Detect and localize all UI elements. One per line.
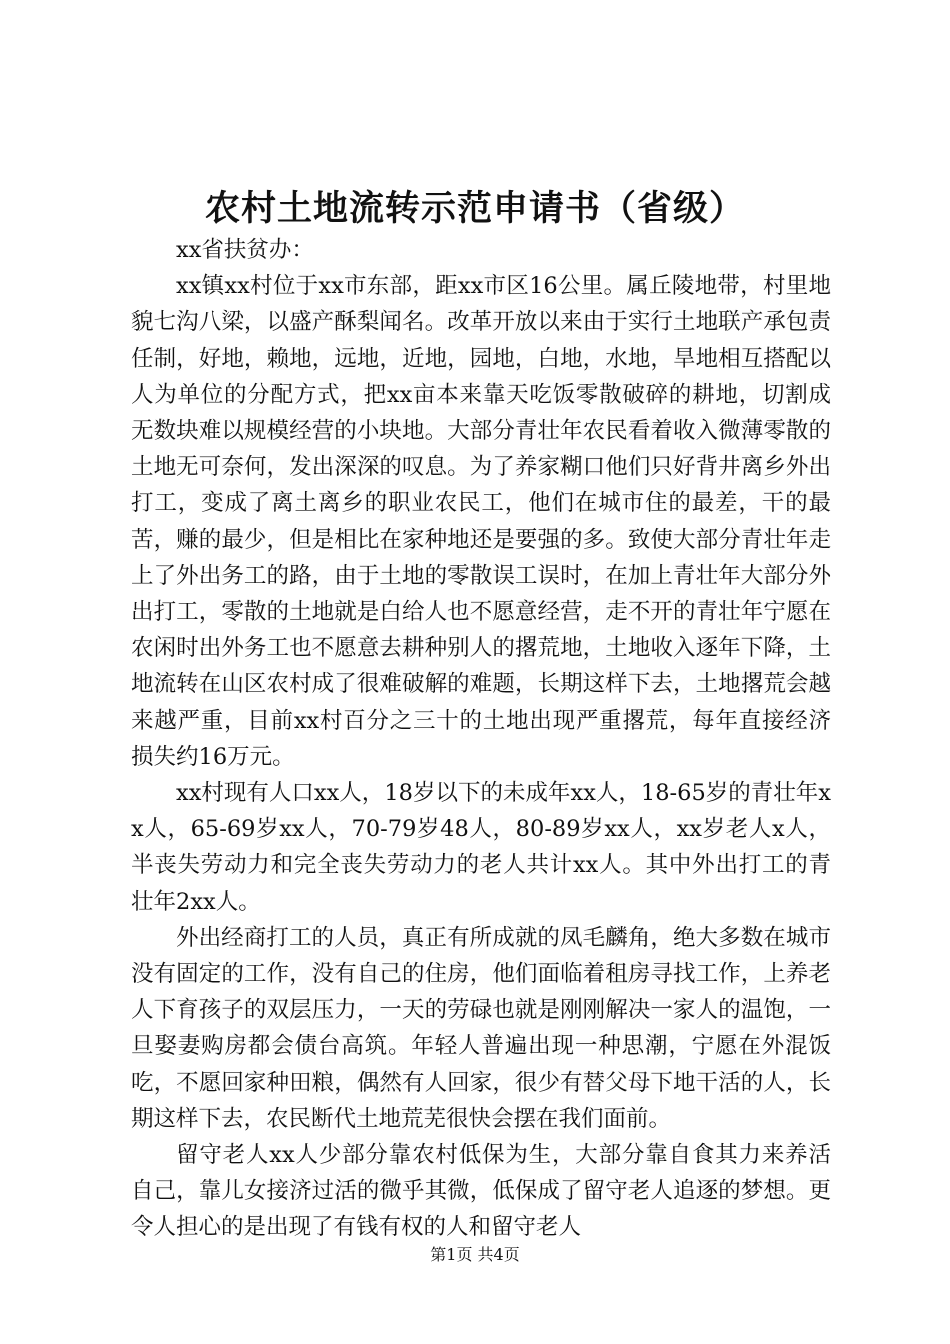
document-body (131, 232, 831, 1246)
page-number: 第1页 共4页 (430, 1245, 520, 1264)
paragraph-elderly: 留守老人xx人少部分靠农村低保为生，大部分靠自食其力来养活自己，靠儿女接济过活的微乎其微，低保成了留守老人追逐的梦想。更令人担心的是出现了有钱有权的人和留守老人 (131, 1142, 831, 1241)
paragraph-migrant-workers: 外出经商打工的人员，真正有所成就的凤毛麟角，绝大多数在城市没有固定的工作，没有自己的住房，他们面临着租房寻找工作，上养老人下育孩子的双层压力，一天的劳碌也就是刚刚解决一家人的温饱，一旦娶妻购房都会债台高筑。年轻人普遍出现一种思潮，宁愿在外混饭吃，不愿回家种田粮，偶然有人回家，很少有替父母下地干活的人，长期这样下去，农民断代土地荒芜很快会摆在我们面前。 (131, 924, 831, 1132)
paragraph-population: xx村现有人口xx人，18岁以下的未成年xx人，18-65岁的青壮年xx人，65-69岁xx人，70-79岁48人，80-89岁xx人，xx岁老人x人，半丧失劳动力和完全丧失劳动力的老人共计xx人。其中外出打工的青壮年2xx人。 (131, 780, 831, 915)
document-title: 农村土地流转示范申请书（省级） (204, 189, 745, 229)
paragraph-village-overview: xx镇xx村位于xx市东部，距xx市区16公里。属丘陵地带，村里地貌七沟八梁，以盛产酥梨闻名。改革开放以来由于实行土地联产承包责任制，好地，赖地，远地，近地，园地，白地，水地，旱地相互搭配以人为单位的分配方式，把xx亩本来靠天吃饭零散破碎的耕地，切割成无数块难以规模经营的小块地。大部分青壮年农民看着收入微薄零散的土地无可奈何，发出深深的叹息。为了养家糊口他们只好背井离乡外出打工，变成了离土离乡的职业农民工，他们在城市住的最差，干的最苦，赚的最少，但是相比在家种地还是要强的多。致使大部分青壮年走上了外出务工的路，由于土地的零散误工误时，在加上青壮年大部分外出打工，零散的土地就是白给人也不愿意经营，走不开的青壮年宁愿在农闲时出外务工也不愿意去耕种别人的撂荒地，土地收入逐年下降，土地流转在山区农村成了很难破解的难题，长期这样下去，土地撂荒会越来越严重，目前xx村百分之三十的土地出现严重撂荒，每年直接经济损失约16万元。 (131, 273, 831, 770)
salutation: xx省扶贫办： (176, 237, 314, 263)
